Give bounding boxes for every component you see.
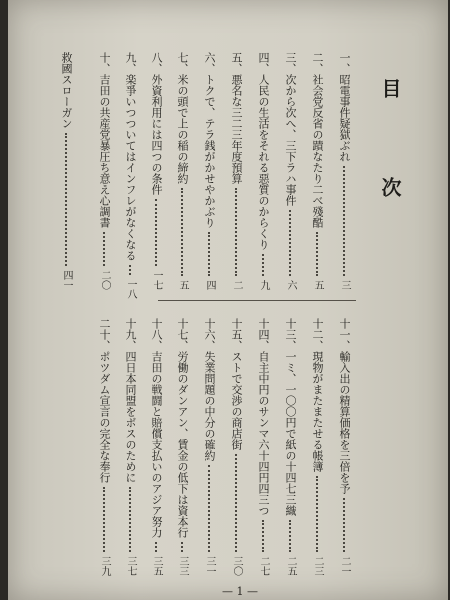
leader-dots bbox=[181, 188, 183, 276]
leader-dots bbox=[235, 188, 237, 276]
toc-entry-page: 三〇 bbox=[231, 556, 242, 576]
leader-dots bbox=[129, 265, 131, 275]
toc-entry-page: 三一 bbox=[204, 556, 215, 576]
leader-dots bbox=[129, 487, 131, 552]
toc-entry-page: 二七 bbox=[258, 556, 269, 576]
toc-entry-page: 四一 bbox=[61, 270, 72, 290]
toc-entry bbox=[203, 318, 216, 576]
leader-dots bbox=[262, 520, 264, 552]
toc-entry-page: 九 bbox=[258, 280, 269, 290]
leader-dots bbox=[235, 454, 237, 552]
toc-entry bbox=[203, 52, 216, 290]
toc-entry-label: 十九、四日本同盟をボスのために bbox=[124, 318, 137, 483]
toc-entry bbox=[284, 52, 297, 290]
toc-entry-page: 四 bbox=[204, 280, 215, 290]
toc-entry bbox=[124, 318, 137, 576]
toc-entry-page: 三五 bbox=[151, 556, 162, 576]
leader-dots bbox=[316, 232, 318, 276]
toc-entry-label: 七、米の頭で上の稲の締約 bbox=[176, 52, 189, 184]
leader-dots bbox=[289, 520, 291, 552]
toc-entry-label: 十五、ストで交渉の商店街 bbox=[230, 318, 243, 450]
toc-entry-label: 六、トクで、テラ銭がかせやかぶり bbox=[203, 52, 216, 228]
toc-entry bbox=[150, 318, 163, 576]
toc-entry bbox=[230, 52, 243, 290]
toc-entry bbox=[176, 52, 189, 290]
leader-dots bbox=[103, 487, 105, 552]
toc-entry bbox=[176, 318, 189, 576]
leader-dots bbox=[65, 133, 67, 266]
toc-entry-label: 三、次から次へ、三下ラハ事件 bbox=[284, 52, 297, 206]
toc-entry-label: 九、楽爭いつついてはインフレがなくなる bbox=[124, 52, 137, 261]
leader-dots bbox=[208, 232, 210, 276]
toc-entry-page: 三七 bbox=[125, 556, 136, 576]
leader-dots bbox=[343, 166, 345, 276]
leader-dots bbox=[343, 498, 345, 552]
page-number: — 1 — bbox=[222, 585, 258, 598]
page-title: 目 次 bbox=[378, 78, 402, 233]
toc-entry bbox=[311, 318, 324, 576]
document-page bbox=[8, 0, 448, 600]
toc-entry bbox=[311, 52, 324, 290]
toc-entry-label: 十八、吉田の戦闘と賠償支払いのアジア努力 bbox=[150, 318, 163, 538]
toc-entry-label: 十二、現物がまたまたせる帳簿 bbox=[311, 318, 324, 472]
toc-entry-label: 十三、一ミ、一〇〇円で紙の十四七三織 bbox=[284, 318, 297, 516]
toc-entry-page: 一八 bbox=[125, 279, 136, 299]
toc-entry bbox=[98, 52, 111, 290]
toc-entry-label: 五、悪名な三二三年度預算 bbox=[230, 52, 243, 184]
toc-entry-page: 三 bbox=[339, 280, 350, 290]
toc-entry-label: 二十、ポツダム宣言の完全な奉行 bbox=[98, 318, 111, 483]
toc-entry-label: 十七、労働のダンアン、賃金の低下は資本行 bbox=[176, 318, 189, 538]
toc-entry-label: 十六、失業問題の中分の確約 bbox=[203, 318, 216, 461]
toc-entry-page: 三九 bbox=[99, 556, 110, 576]
toc-entry-label: 十一、輸入出の精算価格を三倍を予 bbox=[338, 318, 351, 494]
leader-dots bbox=[316, 476, 318, 552]
toc-entry-page: 五 bbox=[177, 280, 188, 290]
toc-entry-page: 一七 bbox=[151, 270, 162, 290]
toc-entry bbox=[60, 52, 73, 290]
toc-entry bbox=[338, 52, 351, 290]
toc-entry-page: 二五 bbox=[285, 556, 296, 576]
leader-dots bbox=[155, 199, 157, 266]
toc-entry bbox=[98, 318, 111, 576]
leader-dots bbox=[103, 232, 105, 266]
leader-dots bbox=[155, 542, 157, 552]
toc-entry-page: 三三 bbox=[177, 556, 188, 576]
toc-entry-page: 二三 bbox=[312, 556, 323, 576]
toc-entry bbox=[284, 318, 297, 576]
toc-entry-label: 二、社会党反省の蹟なたり二べ殘酷 bbox=[311, 52, 324, 228]
leader-dots bbox=[262, 254, 264, 276]
toc-entry bbox=[124, 52, 137, 299]
toc-entry bbox=[150, 52, 163, 290]
toc-entry bbox=[338, 318, 351, 576]
toc-entry-label: 十四、自主中円のサンマ六十四円四三つ bbox=[257, 318, 270, 516]
leader-dots bbox=[181, 542, 183, 552]
toc-entry-page: 六 bbox=[285, 280, 296, 290]
toc-entry bbox=[257, 318, 270, 576]
toc-entry-label: 救國スローガン bbox=[60, 52, 73, 129]
leader-dots bbox=[289, 210, 291, 276]
section-divider bbox=[158, 300, 356, 301]
leader-dots bbox=[208, 465, 210, 552]
toc-entry-page: 二 bbox=[231, 280, 242, 290]
toc-entry-label: 一、昭電事件疑獄ぶれ bbox=[338, 52, 351, 162]
toc-entry-label: 四、人民の生活をそれる惡質のからくり bbox=[257, 52, 270, 250]
toc-entry bbox=[230, 318, 243, 576]
toc-entry-page: 五 bbox=[312, 280, 323, 290]
toc-entry-label: 八、外資利用には四つの条件 bbox=[150, 52, 163, 195]
toc-entry-page: 二一 bbox=[339, 556, 350, 576]
toc-entry-label: 十、吉田の共産党暴圧ち意え心調書 bbox=[98, 52, 111, 228]
toc-entry-page: 二〇 bbox=[99, 270, 110, 290]
toc-entry bbox=[257, 52, 270, 290]
